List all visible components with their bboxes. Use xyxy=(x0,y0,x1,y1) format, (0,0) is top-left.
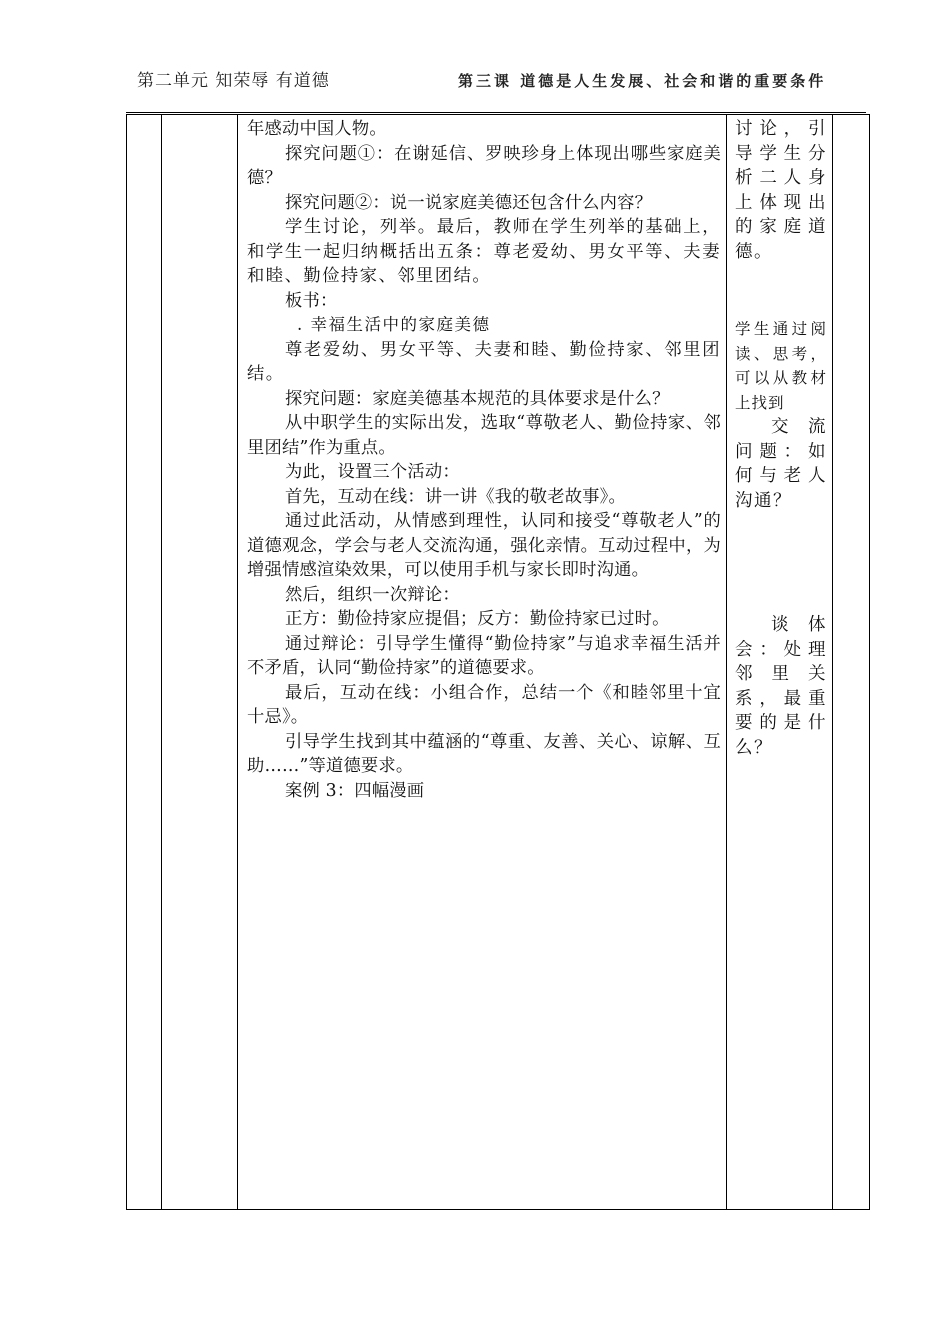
content-paragraph: 通过此活动，从情感到理性，认同和接受“尊敬老人”的道德观念，学会与老人交流沟通，强化亲情。互动过程中，为增强情感渲染效果，可以使用手机与家长即时沟通。 xyxy=(247,511,721,580)
design-note-1: 讨论，引导学生分析二人身上体现出的家庭道德。 xyxy=(735,119,827,262)
header-lesson-title: 第三课 道德是人生发展、社会和谐的重要条件 xyxy=(458,72,827,90)
inquiry-question-1: 探究问题①：在谢延信、罗映珍身上体现出哪些家庭美德？ xyxy=(247,143,721,188)
content-paragraph: 通过辩论：引导学生懂得“勤俭持家”与追求幸福生活并不矛盾，认同“勤俭持家”的道德要求。 xyxy=(247,633,721,678)
board-heading: . 幸福生活中的家庭美德 xyxy=(297,315,491,334)
column-divider xyxy=(161,115,162,1209)
content-paragraph: 学生讨论，列举。最后，教师在学生列举的基础上，和学生一起归纳概括出五条：尊老爱幼、男女平等、夫妻和睦、勤俭持家、邻里团结。 xyxy=(247,217,721,286)
board-content: 尊老爱幼、男女平等、夫妻和睦、勤俭持家、邻里团结。 xyxy=(247,339,721,384)
activity-2: 然后，组织一次辩论： xyxy=(285,584,460,605)
debate-sides: 正方：勤俭持家应提倡；反方：勤俭持家已过时。 xyxy=(285,609,670,629)
content-paragraph: 从中职学生的实际出发，选取“尊敬老人、勤俭持家、邻里团结”作为重点。 xyxy=(247,413,721,458)
header-rule xyxy=(126,112,866,113)
activity-1: 首先，互动在线：讲一讲《我的敬老故事》。 xyxy=(285,486,626,507)
design-note-3: 交流问题：如何与老人沟通？ xyxy=(735,417,827,511)
teaching-content-cell xyxy=(247,117,721,803)
column-divider xyxy=(832,115,833,1209)
content-paragraph: 为此，设置三个活动： xyxy=(285,462,460,482)
lesson-plan-table xyxy=(126,114,870,1210)
activity-3: 最后，互动在线：小组合作，总结一个《和睦邻里十宜十忌》。 xyxy=(247,682,721,727)
inquiry-question-2: 探究问题②：说一说家庭美德还包含什么内容？ xyxy=(285,192,653,213)
content-paragraph: 引导学生找到其中蕴涵的“尊重、友善、关心、谅解、互助……”等道德要求。 xyxy=(247,731,721,776)
design-note-2: 学生通过阅读、思考，可以从教材上找到 xyxy=(735,320,827,412)
board-label: 板书： xyxy=(285,290,338,311)
header-unit-title: 第二单元 知荣辱 有道德 xyxy=(137,71,330,91)
column-divider xyxy=(726,115,727,1209)
design-note-4: 谈体会：处理邻里关系，最重要的是什么？ xyxy=(735,615,827,758)
inquiry-question: 探究问题：家庭美德基本规范的具体要求是什么？ xyxy=(285,388,670,409)
content-paragraph: 年感动中国人物。 xyxy=(247,119,387,139)
column-divider xyxy=(237,115,238,1209)
case-label: 案例 3：四幅漫画 xyxy=(285,780,425,801)
